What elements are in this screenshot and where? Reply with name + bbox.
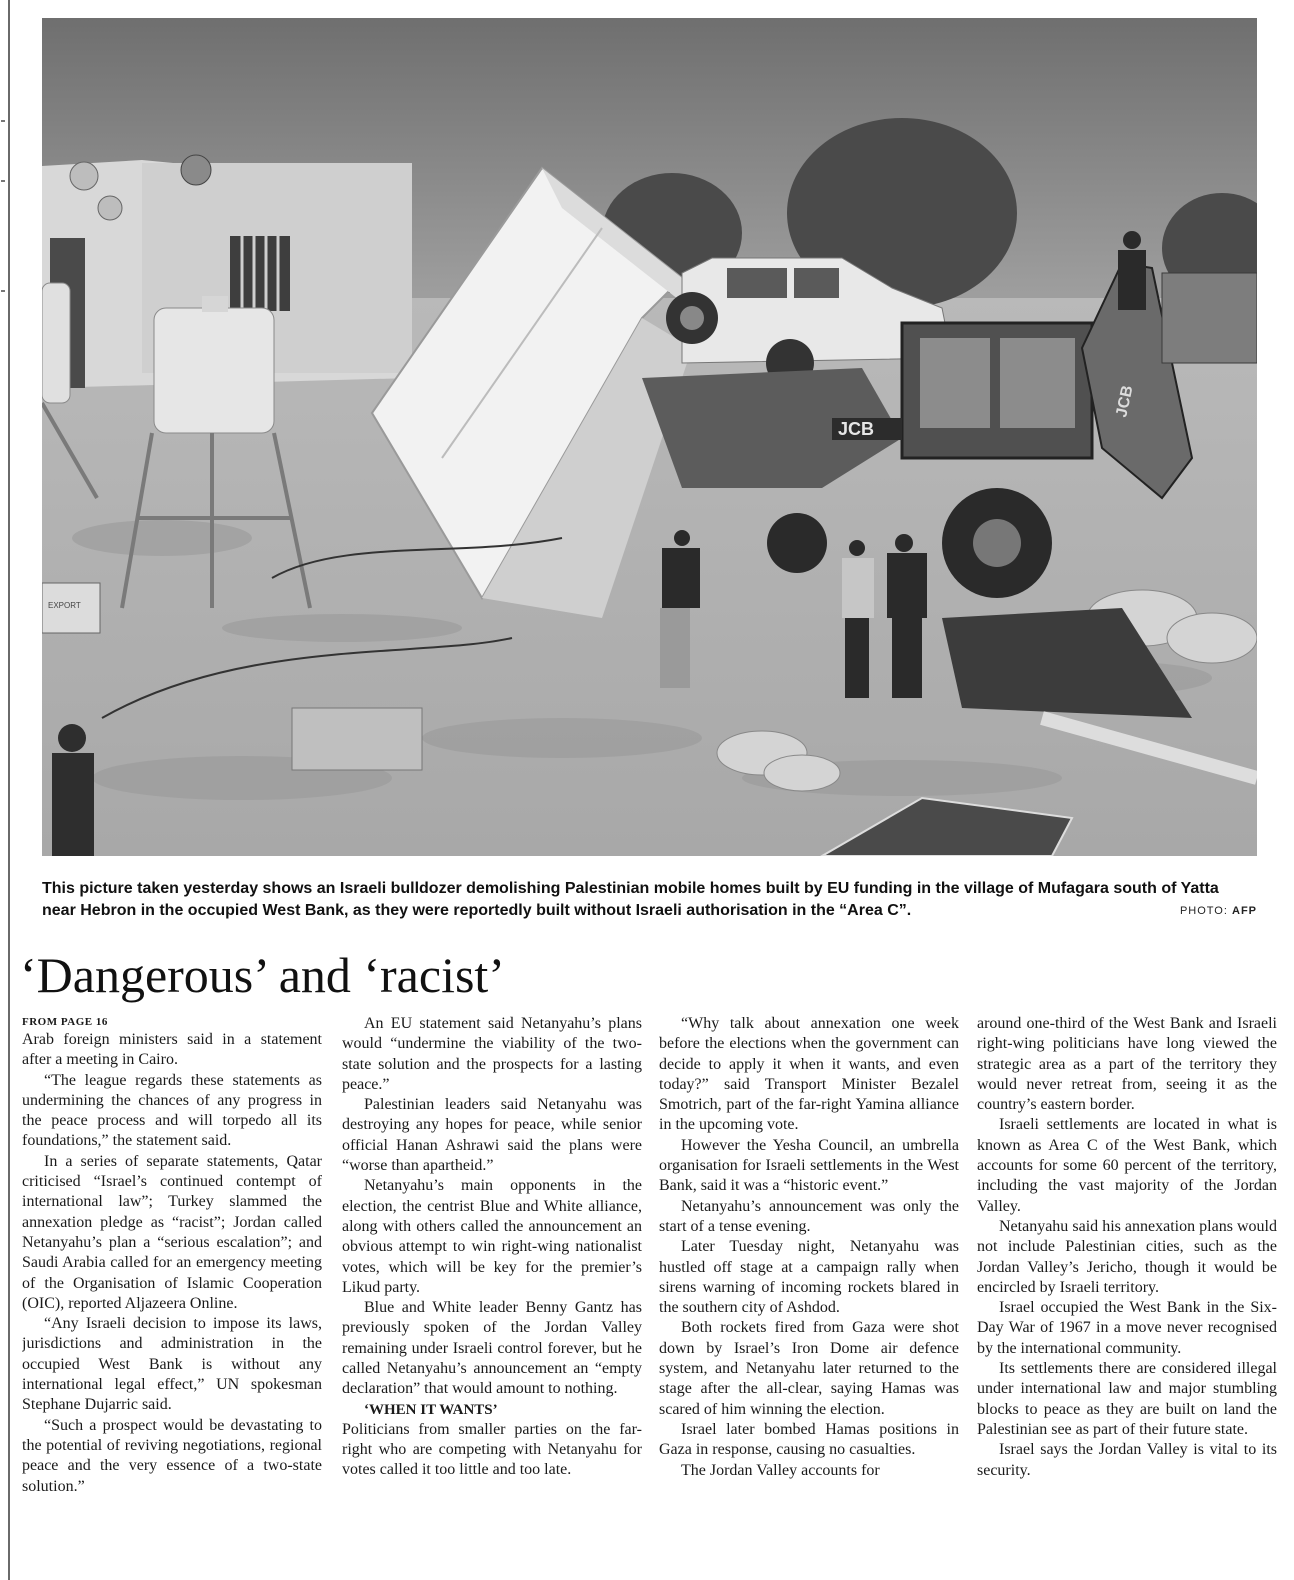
paragraph: Israel says the Jordan Valley is vital to its security. xyxy=(977,1441,1277,1479)
paragraph: The Jordan Valley accounts for xyxy=(681,1461,880,1479)
subhead: ‘WHEN IT WANTS’ xyxy=(364,1401,498,1418)
article-body xyxy=(22,1014,1277,1580)
caption-text: This picture taken yesterday shows an Israeli bulldozer demolishing Palestinian mobile homes built by EU funding in the village of Mufagara south of Yatta near Hebron in the occupied West Bank, as they were reportedly built without Israeli authorisation in the “Area C”. xyxy=(42,880,1219,919)
paragraph: In a series of separate statements, Qatar criticised “Israel’s continued contempt of international law”; Turkey slammed the annexation pledge as “racist”; Jordan called Netanyahu’s plan a “serious escalation”; and Saudi Arabia called for an emergency meeting of the Organisation of Islamic Cooperation (OIC), reported Aljazeera Online. xyxy=(22,1152,322,1312)
paragraph: Later Tuesday night, Netanyahu was hustled off stage at a campaign rally when sirens warning of incoming rockets blared in the southern city of Ashdod. xyxy=(659,1238,959,1317)
column-3 xyxy=(659,1014,959,1580)
paragraph: Israel later bombed Hamas positions in Gaza in response, causing no casualties. xyxy=(659,1420,959,1459)
column-4 xyxy=(977,1014,1277,1580)
news-photo xyxy=(42,18,1257,856)
paragraph: “Such a prospect would be devastating to the potential of reviving negotiations, regional peace and the very essence of a two-state solution.” xyxy=(22,1416,322,1495)
credit-label: PHOTO: xyxy=(1179,905,1228,917)
jcb-logo-text: JCB xyxy=(838,419,875,439)
paragraph: However the Yesha Council, an umbrella organisation for Israeli settlements in the West Bank, said it was a “historic event.” xyxy=(659,1136,959,1195)
equipment-box xyxy=(42,583,100,633)
credit-source: AFP xyxy=(1232,905,1257,917)
paragraph: Netanyahu’s main opponents in the election, the centrist Blue and White alliance, along with others called the announcement an obvious attempt to win right-wing nationalist votes, which will be key for the premier’s Likud party. xyxy=(342,1177,642,1296)
page-margin-rule xyxy=(8,0,10,1580)
paragraph: Politicians from smaller parties on the far-right who are competing with Netanyahu for votes called it too little and too late. xyxy=(342,1420,642,1479)
box-label: EXPORT xyxy=(48,601,81,610)
photo-credit xyxy=(1180,900,1257,922)
paragraph: Netanyahu’s announcement was only the start of a tense evening. xyxy=(659,1197,959,1235)
margin-tick xyxy=(1,180,5,182)
paragraph: Palestinian leaders said Netanyahu was destroying any hopes for peace, while senior official Hanan Ashrawi said the plans were “worse than apartheid.” xyxy=(342,1096,642,1175)
paragraph: Both rockets fired from Gaza were shot down by Israel’s Iron Dome air defence system, and Netanyahu later returned to the stage after the all-clear, saying Hamas was scared of him winning the election. xyxy=(659,1319,959,1418)
paragraph: “The league regards these statements as undermining the chances of any progress in the peace process and will torpedo all its foundations,” the statement said. xyxy=(22,1071,322,1150)
margin-tick xyxy=(1,290,5,292)
column-2 xyxy=(342,1014,642,1580)
paragraph: around one-third of the West Bank and Israeli right-wing politicians have long viewed the strategic area as a part of the territory they would never retreat from, seeing it as the country’s eastern border. xyxy=(977,1015,1277,1114)
demolition-scene-illustration xyxy=(42,18,1257,856)
article-headline: ‘Dangerous’ and ‘racist’ xyxy=(20,947,505,1003)
paragraph: Israeli settlements are located in what is known as Area C of the West Bank, which accounts for some 60 percent of the territory, including the vast majority of the Jordan Valley. xyxy=(977,1116,1277,1215)
paragraph: Israel occupied the West Bank in the Six-Day War of 1967 in a move never recognised by the international community. xyxy=(977,1299,1277,1357)
jcb-arm-text: JCB xyxy=(1113,383,1137,419)
margin-tick xyxy=(1,120,5,122)
photo-caption xyxy=(42,878,1257,922)
paragraph: An EU statement said Netanyahu’s plans would “undermine the viability of the two-state solution and the prospects for a lasting peace.” xyxy=(342,1015,642,1093)
paragraph: Netanyahu said his annexation plans would not include Palestinian cities, such as the Jordan Valley’s Jericho, though it would be encircled by Israeli territory. xyxy=(977,1217,1277,1296)
paragraph: “Any Israeli decision to impose its laws, jurisdictions and administration in the occupied West Bank is without any international legal effect,” UN spokesman Stephane Dujarric said. xyxy=(22,1315,322,1414)
paragraph: Its settlements there are considered illegal under international law and major stumbling blocks to peace as they are built on land the Palestinian see as part of their future state. xyxy=(977,1360,1277,1438)
paragraph: “Why talk about annexation one week before the elections when the government can decide to apply it when it wants, and even today?” said Transport Minister Bezalel Smotrich, part of the far-right Yamina alliance in the upcoming vote. xyxy=(659,1015,959,1134)
cinder-block xyxy=(292,708,422,770)
paragraph: Blue and White leader Benny Gantz has previously spoken of the Jordan Valley remaining under Israeli control forever, but he called Netanyahu’s announcement an “empty declaration” that would amount to nothing. xyxy=(342,1299,642,1398)
continued-from-kicker: FROM PAGE 16 xyxy=(22,1016,108,1028)
column-1 xyxy=(22,1014,322,1580)
paragraph: Arab foreign ministers said in a statement after a meeting in Cairo. xyxy=(22,1031,322,1069)
